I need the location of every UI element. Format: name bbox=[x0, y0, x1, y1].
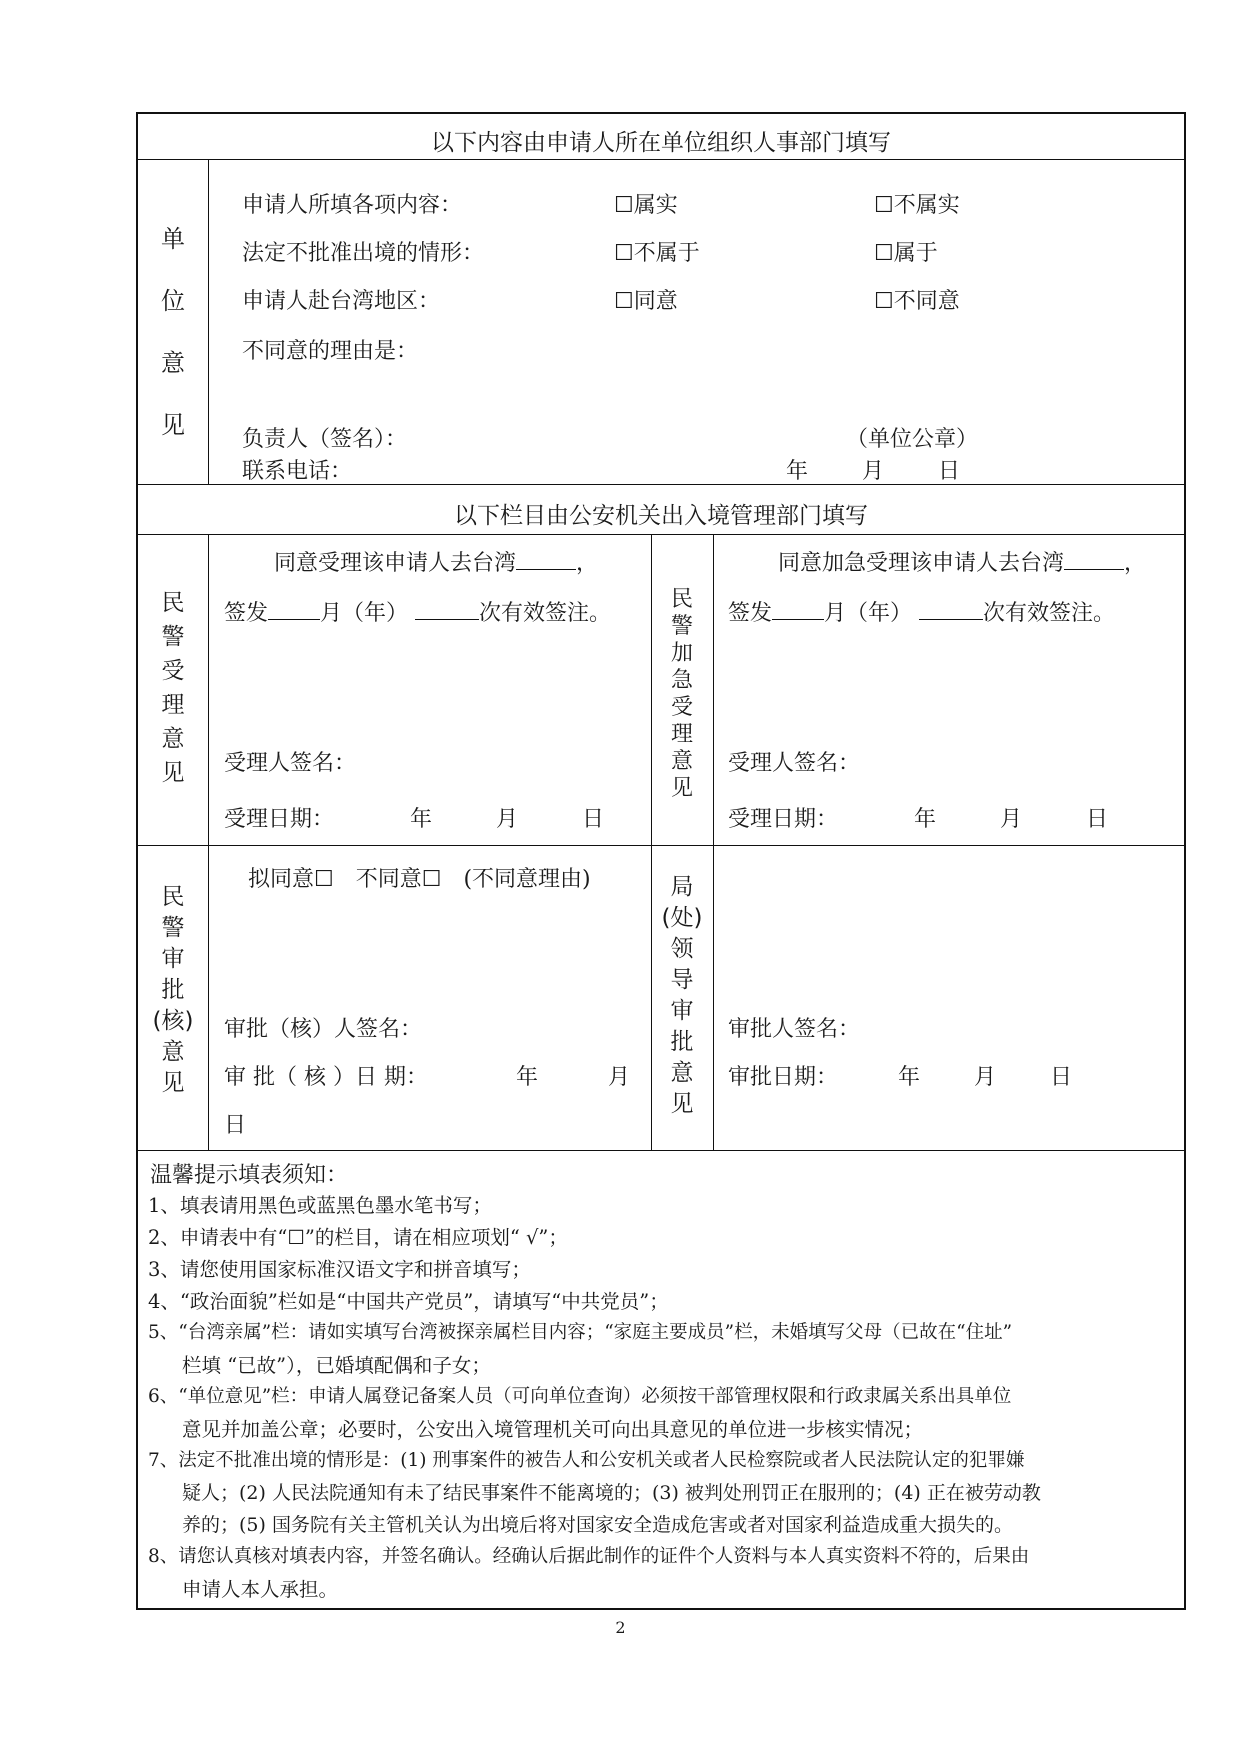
unit-section-header: 以下内容由申请人所在单位组织人事部门填写 bbox=[431, 130, 891, 156]
review-date-day: 日 bbox=[224, 1113, 247, 1138]
police-review-side-label: 民 警 审 批 (核) 意 见 bbox=[152, 884, 194, 1096]
note-line: 6、“单位意见”栏：申请人属登记备案人员（可向单位查询）必须按干部管理权限和行政隶属关系出具单位 bbox=[148, 1386, 1012, 1407]
leader-date-month: 月 bbox=[974, 1065, 997, 1090]
accept-date-label: 受理日期： bbox=[224, 807, 335, 832]
taiwan-visit-label: 申请人赴台湾地区： bbox=[242, 289, 441, 314]
accept-date-day: 日 bbox=[582, 807, 605, 832]
notes-title: 温馨提示填表须知： bbox=[150, 1163, 349, 1188]
divider bbox=[138, 159, 1184, 160]
note-line: 3、请您使用国家标准汉语文字和拼音填写； bbox=[148, 1258, 531, 1281]
responsible-person-signature-label: 负责人（签名）： bbox=[242, 427, 408, 452]
note-line: 8、请您认真核对填表内容，并签名确认。经确认后据此制作的证件个人资料与本人真实资料不符的，后果由 bbox=[148, 1546, 1030, 1567]
divider bbox=[208, 534, 209, 1150]
visit-disagree-checkbox[interactable]: ☐不同意 bbox=[874, 289, 960, 314]
unit-seal-label: （单位公章） bbox=[846, 427, 979, 452]
review-signer-label: 审批（核）人签名： bbox=[224, 1017, 423, 1042]
content-untrue-checkbox[interactable]: ☐不属实 bbox=[874, 193, 960, 218]
contact-phone-label: 联系电话： bbox=[242, 459, 353, 484]
date-month-label: 月 bbox=[862, 459, 885, 484]
divider bbox=[713, 534, 714, 1150]
divider bbox=[138, 484, 1184, 485]
content-true-checkbox[interactable]: ☐属实 bbox=[614, 193, 678, 218]
note-line: 1、填表请用黑色或蓝黑色墨水笔书写； bbox=[148, 1194, 492, 1217]
urgent-signer-label: 受理人签名： bbox=[728, 751, 861, 776]
divider bbox=[208, 159, 209, 484]
urgent-line-2: 签发 月（年） 次有效签注。 bbox=[728, 601, 1116, 626]
date-day-label: 日 bbox=[938, 459, 961, 484]
urgent-date-day: 日 bbox=[1086, 807, 1109, 832]
accept-destination-blank[interactable] bbox=[516, 549, 576, 570]
note-line: 5、“台湾亲属”栏：请如实填写台湾被探亲属栏目内容；“家庭主要成员”栏，未婚填写父母（已故在“住址” bbox=[148, 1322, 1013, 1343]
divider bbox=[138, 534, 1184, 535]
leader-signer-label: 审批人签名： bbox=[728, 1017, 861, 1042]
accept-date-year: 年 bbox=[410, 807, 433, 832]
leader-date-label: 审批日期： bbox=[728, 1065, 839, 1090]
note-line: 栏填 “已故”），已婚填配偶和子女； bbox=[182, 1354, 491, 1377]
urgent-date-month: 月 bbox=[1000, 807, 1023, 832]
visit-agree-checkbox[interactable]: ☐同意 bbox=[614, 289, 678, 314]
review-options[interactable]: 拟同意☐ 不同意☐ (不同意理由) bbox=[248, 867, 591, 892]
application-form-page bbox=[136, 112, 1186, 1610]
urgent-date-year: 年 bbox=[914, 807, 937, 832]
police-accept-side-label: 民 警 受 理 意 见 bbox=[161, 590, 185, 786]
accept-line-2: 签发 月（年） 次有效签注。 bbox=[224, 601, 612, 626]
disagree-reason-label: 不同意的理由是： bbox=[242, 339, 419, 364]
accept-signer-label: 受理人签名： bbox=[224, 751, 357, 776]
unit-opinion-side-label: 单 位 意 见 bbox=[161, 225, 185, 439]
urgent-issue-blank[interactable] bbox=[772, 599, 824, 620]
content-truth-label: 申请人所填各项内容： bbox=[242, 193, 463, 218]
note-line: 2、申请表中有“☐”的栏目，请在相应项划“ √”； bbox=[148, 1226, 568, 1249]
note-line: 4、“政治面貌”栏如是“中国共产党员”，请填写“中共党员”； bbox=[148, 1290, 669, 1313]
accept-date-month: 月 bbox=[496, 807, 519, 832]
police-urgent-side-label: 民 警 加 急 受 理 意 见 bbox=[670, 587, 693, 801]
restriction-not-apply-checkbox[interactable]: ☐不属于 bbox=[614, 241, 700, 266]
note-line: 7、法定不批准出境的情形是：(1) 刑事案件的被告人和公安机关或者人民检察院或者人民法院认定的犯罪嫌 bbox=[148, 1450, 1025, 1471]
divider bbox=[138, 845, 1184, 846]
page-number: 2 bbox=[615, 1618, 626, 1637]
note-line: 申请人本人承担。 bbox=[182, 1578, 339, 1601]
divider bbox=[138, 1150, 1184, 1151]
note-line: 疑人；(2) 人民法院通知有未了结民事案件不能离境的；(3) 被判处刑罚正在服刑的；(4) 正在被劳动教 bbox=[182, 1482, 1041, 1504]
note-line: 养的；(5) 国务院有关主管机关认为出境后将对国家安全造成危害或者对国家利益造成重大损失的。 bbox=[182, 1514, 1013, 1536]
review-date-year: 年 bbox=[516, 1065, 539, 1090]
urgent-times-blank[interactable] bbox=[919, 599, 983, 620]
accept-line-1: 同意受理该申请人去台湾 ， bbox=[274, 551, 599, 576]
exit-restriction-label: 法定不批准出境的情形： bbox=[242, 241, 485, 266]
accept-times-blank[interactable] bbox=[415, 599, 479, 620]
leader-date-day: 日 bbox=[1050, 1065, 1073, 1090]
accept-issue-blank[interactable] bbox=[268, 599, 320, 620]
police-section-header: 以下栏目由公安机关出入境管理部门填写 bbox=[454, 503, 868, 529]
date-year-label: 年 bbox=[786, 459, 809, 484]
restriction-apply-checkbox[interactable]: ☐属于 bbox=[874, 241, 938, 266]
leader-date-year: 年 bbox=[898, 1065, 921, 1090]
note-line: 意见并加盖公章；必要时，公安出入境管理机关可向出具意见的单位进一步核实情况； bbox=[182, 1418, 924, 1441]
urgent-date-label: 受理日期： bbox=[728, 807, 839, 832]
review-date-month: 月 bbox=[608, 1065, 631, 1090]
review-date-label: 审 批（ 核 ）日 期： bbox=[224, 1065, 428, 1090]
leader-approval-side-label: 局 (处) 领 导 审 批 意 见 bbox=[661, 874, 703, 1117]
urgent-line-1: 同意加急受理该申请人去台湾 ， bbox=[778, 551, 1147, 576]
urgent-destination-blank[interactable] bbox=[1064, 549, 1124, 570]
